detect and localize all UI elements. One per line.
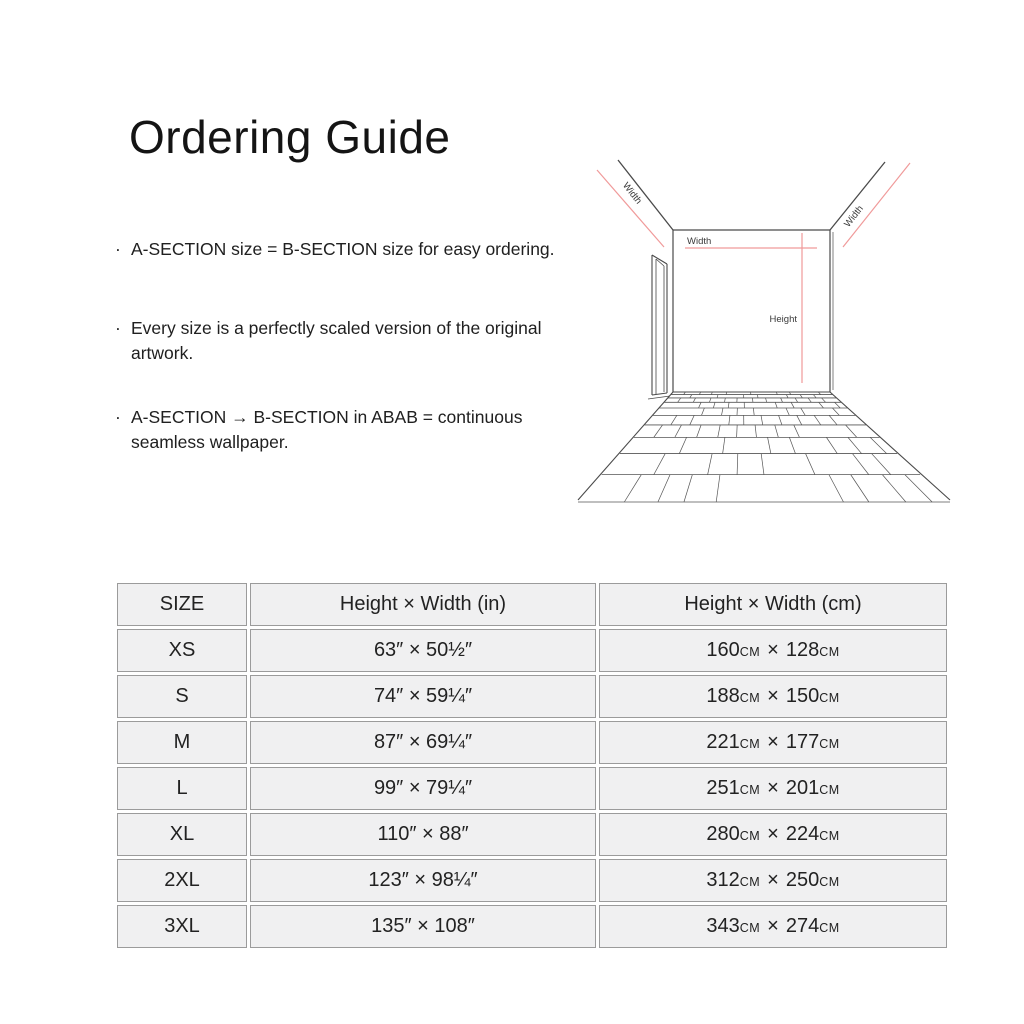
width-label-back-wall: Width: [687, 236, 712, 247]
col-header-inches: Height × Width (in): [250, 583, 596, 626]
size-cell: S: [117, 675, 247, 718]
inches-cell: 74″ × 59¼″: [250, 675, 596, 718]
size-cell: 3XL: [117, 905, 247, 948]
bullet-dot: ·: [115, 318, 121, 338]
table-row: [117, 813, 947, 856]
bullet-item: [115, 237, 615, 262]
inches-cell: 123″ × 98¼″: [250, 859, 596, 902]
size-table: [114, 580, 950, 951]
cm-cell: 160CM × 128CM: [599, 629, 947, 672]
table-row: [117, 767, 947, 810]
bullet-text: A-SECTION → B-SECTION in ABAB = continuous seamless wallpaper.: [131, 407, 523, 452]
cm-cell: 221CM × 177CM: [599, 721, 947, 764]
inches-cell: 87″ × 69¼″: [250, 721, 596, 764]
cm-cell: 251CM × 201CM: [599, 767, 947, 810]
door: [648, 255, 670, 399]
col-header-cm: Height × Width (cm): [599, 583, 947, 626]
table-row: [117, 721, 947, 764]
cm-cell: 312CM × 250CM: [599, 859, 947, 902]
bullet-text: Every size is a perfectly scaled version of the original artwork.: [131, 318, 542, 363]
size-cell: XS: [117, 629, 247, 672]
table-row: [117, 905, 947, 948]
width-label-right: Width: [842, 203, 866, 230]
table-row: [117, 629, 947, 672]
height-label: Height: [769, 314, 797, 325]
size-cell: M: [117, 721, 247, 764]
inches-cell: 135″ × 108″: [250, 905, 596, 948]
bullet-item: [115, 316, 589, 366]
bullet-dot: ·: [115, 407, 121, 427]
page-title: Ordering Guide: [129, 111, 451, 163]
table-row: [117, 859, 947, 902]
room-illustration: [560, 140, 960, 520]
cm-cell: 280CM × 224CM: [599, 813, 947, 856]
width-measure-line-right-ceiling: [843, 163, 910, 247]
size-cell: L: [117, 767, 247, 810]
bullet-item: [115, 405, 560, 455]
bullet-dot: ·: [115, 239, 121, 259]
size-cell: XL: [117, 813, 247, 856]
inches-cell: 63″ × 50½″: [250, 629, 596, 672]
width-label-left: Width: [620, 180, 644, 207]
cm-cell: 343CM × 274CM: [599, 905, 947, 948]
table-header-row: [117, 583, 947, 626]
size-cell: 2XL: [117, 859, 247, 902]
inches-cell: 99″ × 79¼″: [250, 767, 596, 810]
floor-edge-left: [578, 392, 673, 500]
col-header-size: SIZE: [117, 583, 247, 626]
floor-tile-pattern: [578, 392, 950, 502]
bullet-text: A-SECTION size = B-SECTION size for easy ordering.: [131, 239, 555, 259]
inches-cell: 110″ × 88″: [250, 813, 596, 856]
table-row: [117, 675, 947, 718]
cm-cell: 188CM × 150CM: [599, 675, 947, 718]
